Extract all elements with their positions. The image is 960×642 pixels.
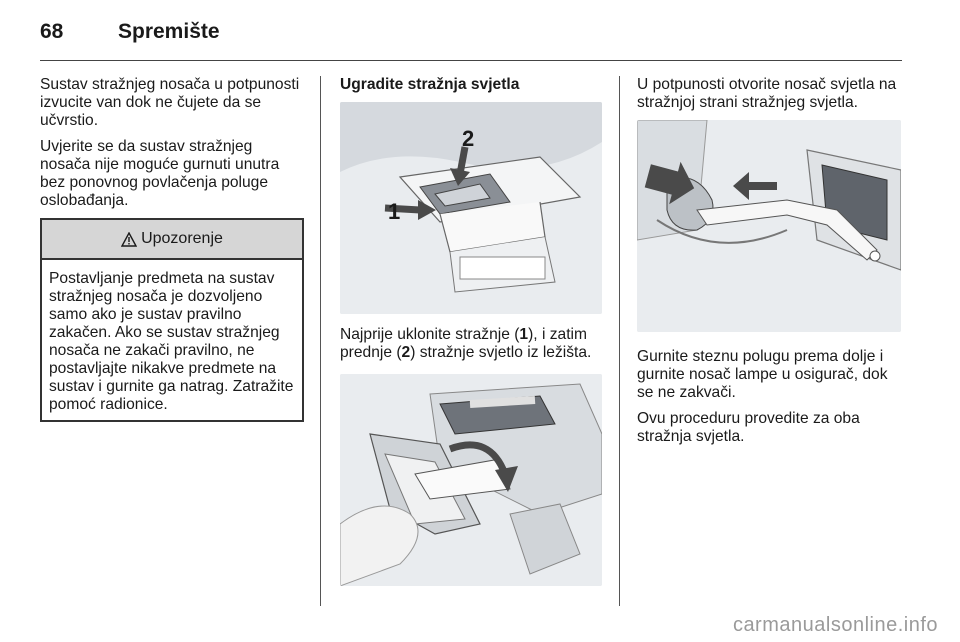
paragraph: U potpunosti otvorite nosač svjetla na stražnjoj strani stražnjeg svjetla. <box>637 76 897 111</box>
figure-remove-lights <box>340 102 602 314</box>
light-holder-illustration <box>340 374 602 586</box>
paragraph: Gurnite steznu polugu prema dolje i gurnite nosač lampe u osigurač, dok se ne zakvači. <box>637 348 888 401</box>
figure-holder-open <box>637 120 901 332</box>
page-header <box>40 18 902 54</box>
text-run-bold: 1 <box>519 326 529 343</box>
holder-clamp-illustration <box>637 120 901 332</box>
section-title: Ugradite stražnja svjetla <box>340 76 520 93</box>
text-run: ) stražnje svjetlo iz ležišta. <box>410 344 592 361</box>
warning-triangle-icon <box>121 232 137 247</box>
warning-header <box>42 220 302 260</box>
column-right <box>637 76 905 454</box>
paragraph: Sustav stražnjeg nosača u potpunosti izvucite van dok ne čujete da se učvrstio. <box>40 76 300 129</box>
header-divider <box>40 60 902 61</box>
warning-text: Postavljanje predmeta na sustav stražnjeg nosača je dozvoljeno samo ako je sustav pravilno zakačen. Ako se sustav stražnjeg nosača ne zakači pravilno, ne postavljajte nikakve predmete na sustav i gurnite ga natrag. Zatražite pomoć radionice. <box>49 270 294 413</box>
warning-box <box>40 218 304 422</box>
figure-label-2: 2 <box>462 126 475 151</box>
page-title: Spremište <box>118 20 220 43</box>
figure-label-1: 1 <box>388 199 401 224</box>
page-number: 68 <box>40 20 64 43</box>
column-divider <box>320 76 321 606</box>
column-divider <box>619 76 620 606</box>
warning-title: Upozorenje <box>141 230 223 247</box>
paragraph: Uvjerite se da sustav stražnjeg nosača nije moguće gurnuti unutra bez ponovnog povlačenja poluge oslobađanja. <box>40 138 280 209</box>
watermark: carmanualsonline.info <box>732 614 938 636</box>
rear-light-removal-illustration <box>340 102 602 314</box>
column-middle <box>340 76 602 598</box>
text-run-bold: 2 <box>401 344 411 361</box>
figure-flip-holder <box>340 374 602 586</box>
warning-body <box>42 260 302 420</box>
text-run: Najprije uklonite stražnje ( <box>340 326 520 343</box>
paragraph-instruction <box>340 326 602 362</box>
column-left <box>40 76 304 422</box>
paragraph: Ovu proceduru provedite za oba stražnja svjetla. <box>637 410 860 445</box>
text-run: ), i zatim prednje ( <box>340 326 588 361</box>
